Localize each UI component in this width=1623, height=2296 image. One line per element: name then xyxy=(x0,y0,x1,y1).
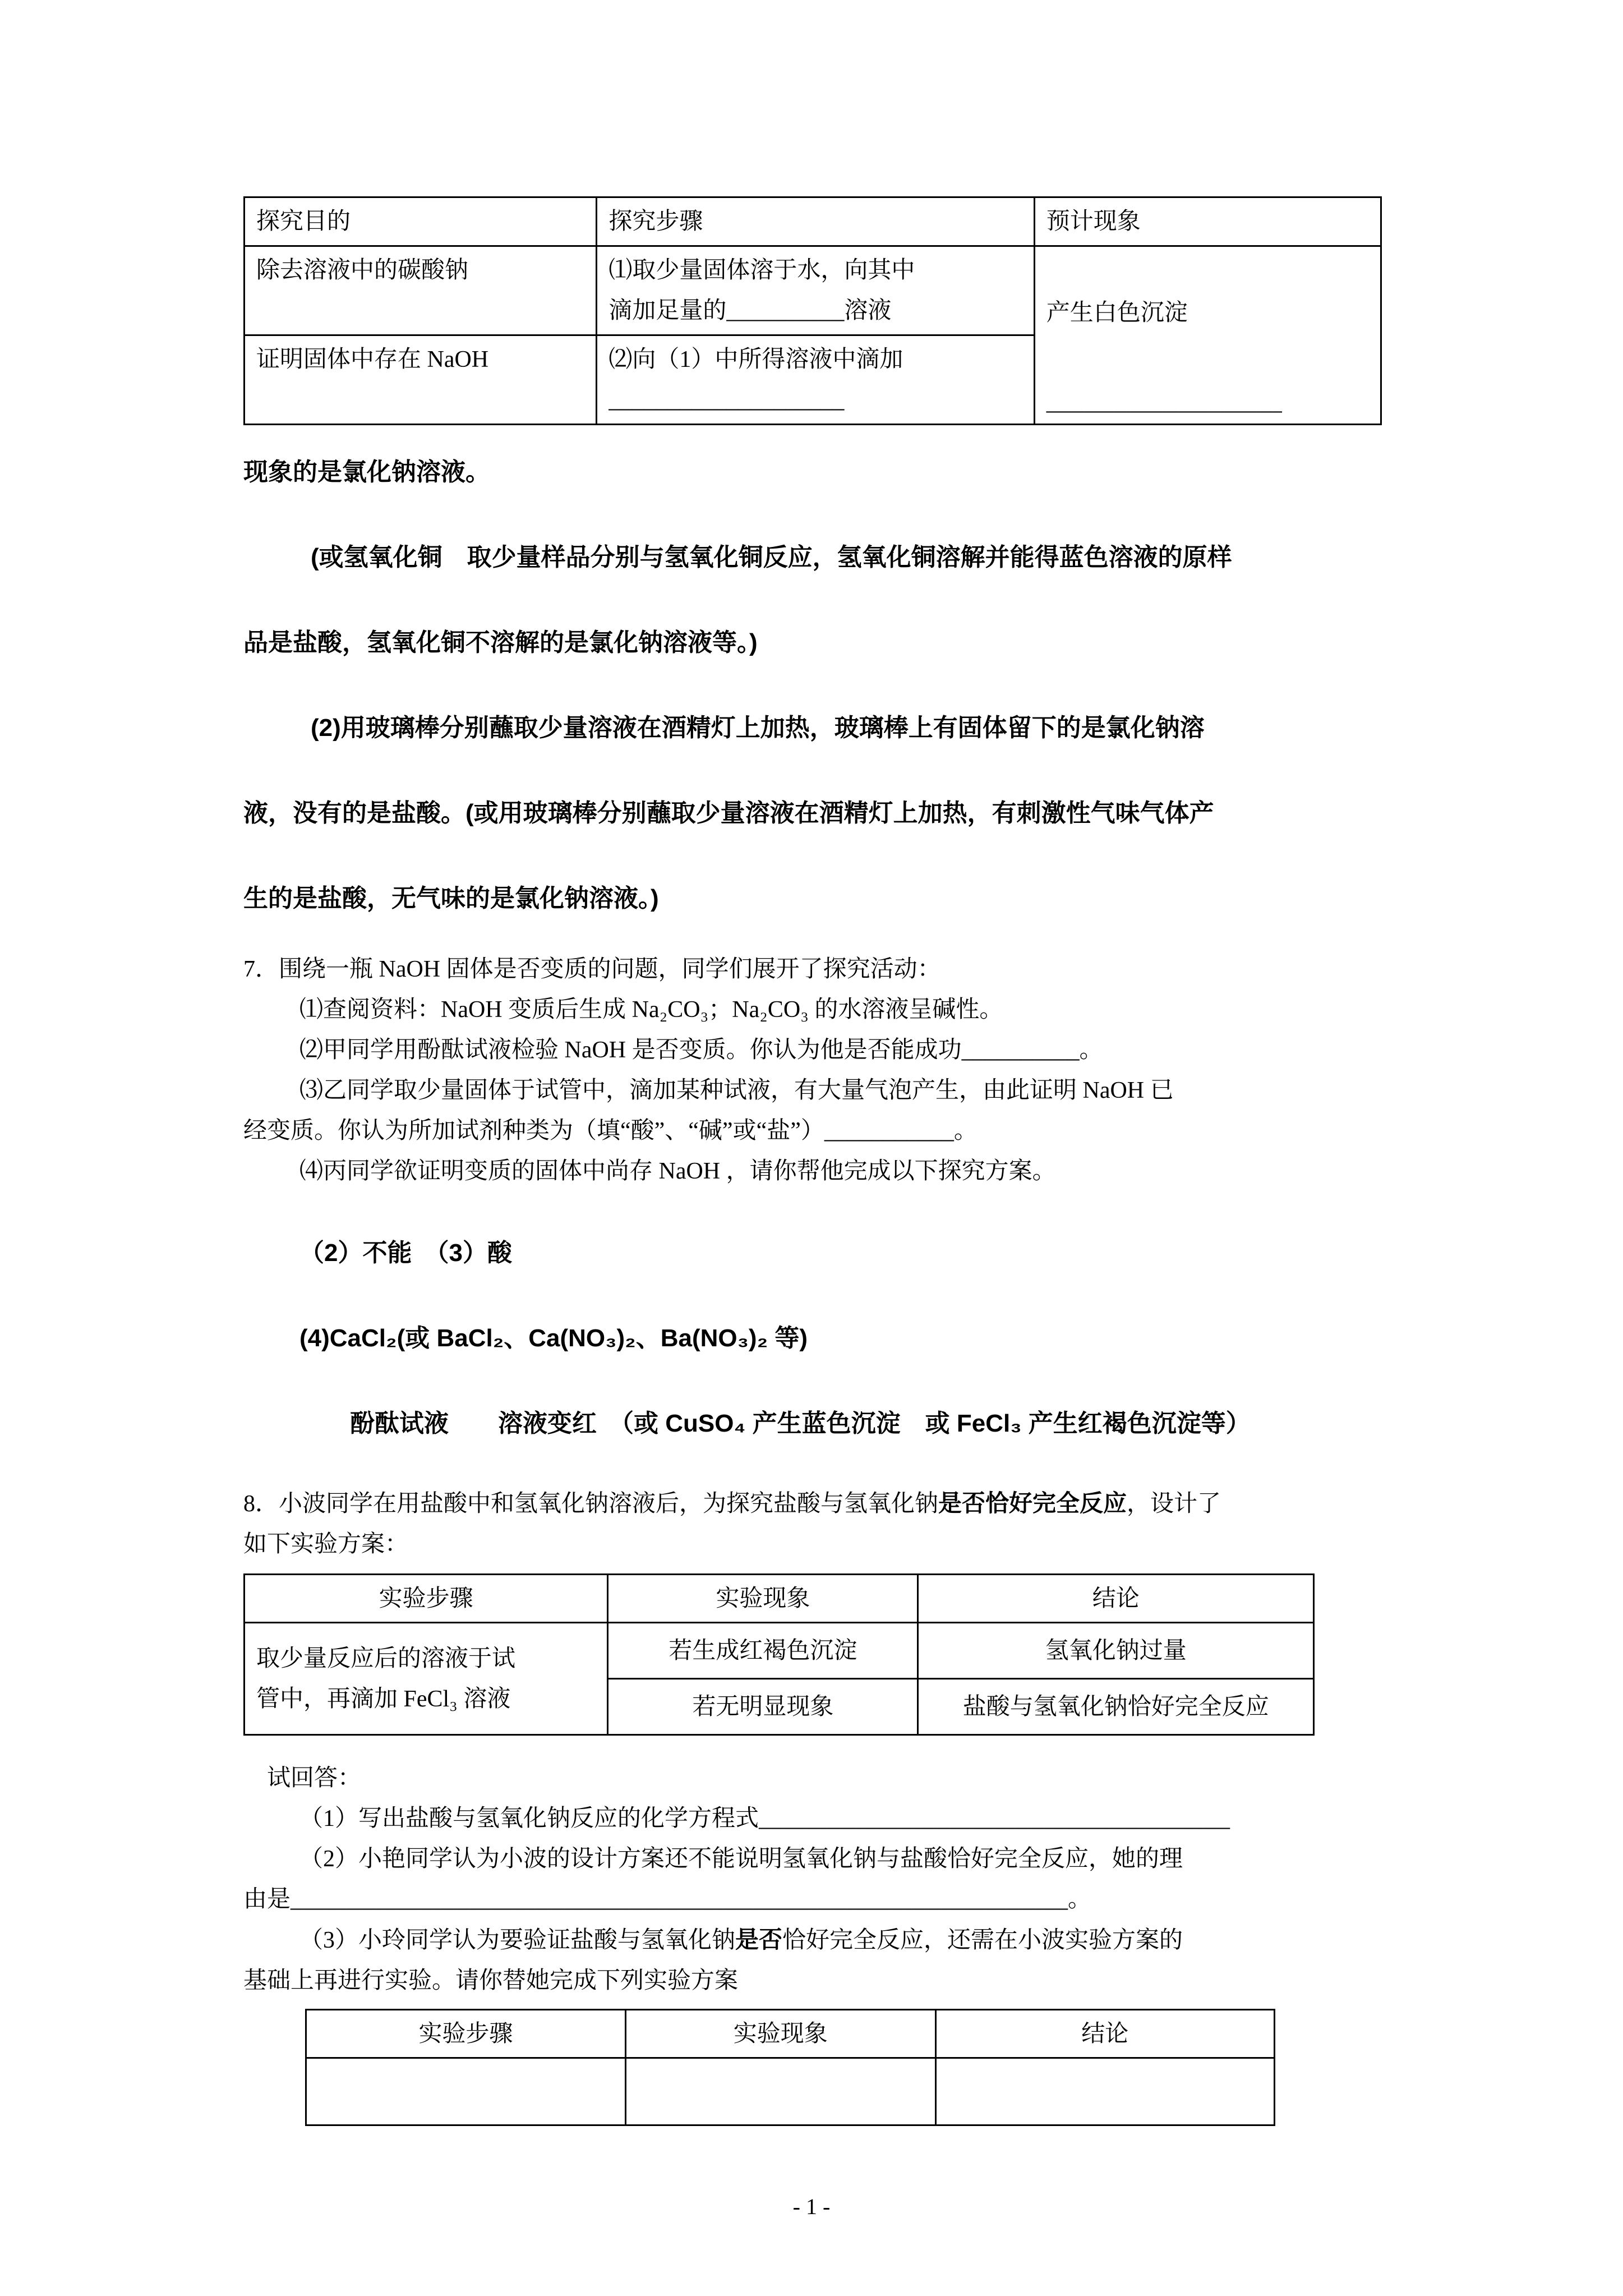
exploration-header-row xyxy=(245,197,1381,246)
followup-questions xyxy=(243,1758,1382,2001)
text-span: （3）小玲同学认为要验证盐酸与氢氧化钠 xyxy=(299,1927,736,1953)
cell-observation-1: 若生成红褐色沉淀 xyxy=(608,1623,918,1679)
followup-line: （2）小艳同学认为小波的设计方案还不能说明氢氧化钠与盐酸恰好完全反应，她的理 xyxy=(299,1846,1183,1872)
question8-line xyxy=(243,1483,1382,1524)
cell-phenomenon xyxy=(1034,246,1381,425)
cell-purpose-2: 证明固体中存在 NaOH xyxy=(245,335,597,425)
phenomenon-text: 产生白色沉淀 xyxy=(1046,300,1188,326)
blank-experiment-table xyxy=(305,2009,1275,2126)
experiment-header-row xyxy=(245,1575,1314,1623)
page-content xyxy=(243,196,1382,2126)
exploration-row-1 xyxy=(245,246,1381,335)
cell-conclusion-2: 盐酸与氢氧化钠恰好完全反应 xyxy=(918,1679,1314,1735)
page-number: - 1 - xyxy=(792,2194,831,2219)
header-observation: 实验现象 xyxy=(625,2010,935,2058)
answer-block-7 xyxy=(243,1211,1382,1466)
followup-line xyxy=(243,1920,1382,1961)
text-span: 恰好完全反应，还需在小波实验方案的 xyxy=(782,1927,1183,1953)
empty-cell xyxy=(625,2058,935,2125)
header-conclusion: 结论 xyxy=(918,1575,1314,1623)
step-line-blank: ____________________ xyxy=(608,387,845,413)
experiment-table xyxy=(243,1573,1315,1736)
question7-line: ⑷丙同学欲证明变质的固体中尚存 NaOH ，请你帮他完成以下探究方案。 xyxy=(299,1158,1056,1184)
bold-emphasis: 是否恰好完全反应 xyxy=(938,1490,1127,1516)
header-steps: 探究步骤 xyxy=(597,197,1034,246)
question-8 xyxy=(243,1483,1382,1565)
answer-line: (或氢氧化铜 取少量样品分别与氢氧化铜反应，氢氧化铜溶解并能得蓝色溶液的原样 xyxy=(311,544,1232,571)
answer-line: 生的是盐酸，无气味的是氯化钠溶液。) xyxy=(243,885,659,912)
cell-conclusion-1: 氢氧化钠过量 xyxy=(918,1623,1314,1679)
question7-line: 经变质。你认为所加试剂种类为（填“酸”、“碱”或“盐”）___________。 xyxy=(243,1118,978,1144)
blank-table-row xyxy=(306,2058,1275,2125)
step-line: ⑴取少量固体溶于水，向其中 xyxy=(608,257,915,283)
empty-cell xyxy=(935,2058,1274,2125)
followup-line: 基础上再进行实验。请你替她完成下列实验方案 xyxy=(243,1968,739,1994)
text-span: 8．小波同学在用盐酸中和氢氧化钠溶液后，为探究盐酸与氢氧化钠 xyxy=(243,1491,939,1517)
phenomenon-blank-line: ____________________ xyxy=(1046,389,1282,415)
answer-line: 酚酞试液 溶液变红 （或 CuSO₄ 产生蓝色沉淀 或 FeCl₃ 产生红褐色沉淀等） xyxy=(350,1410,1251,1437)
step-line: ⑵向（1）中所得溶液中滴加 xyxy=(608,347,903,372)
question7-line: 7．围绕一瓶 NaOH 固体是否变质的问题，同学们展开了探究活动： xyxy=(243,956,941,982)
cell-observation-2: 若无明显现象 xyxy=(608,1679,918,1735)
cell-steps-1 xyxy=(597,246,1034,335)
experiment-row-1 xyxy=(245,1623,1314,1679)
cell-step xyxy=(245,1623,608,1735)
followup-line xyxy=(243,1879,1382,1920)
answer-line: (4)CaCl₂(或 BaCl₂、Ca(NO₃)₂、Ba(NO₃)₂ 等) xyxy=(299,1324,808,1352)
answer-block-top xyxy=(243,430,1382,941)
followup-line: （1）写出盐酸与氢氧化钠反应的化学方程式________________________________________ xyxy=(299,1806,1230,1832)
step-line: 管中，再滴加 FeCl₃ 溶液 xyxy=(256,1686,511,1712)
answer-line: 液，没有的是盐酸。(或用玻璃棒分别蘸取少量溶液在酒精灯上加热，有刺激性气味气体产 xyxy=(243,799,1214,827)
header-observation: 实验现象 xyxy=(608,1575,918,1623)
question-7 xyxy=(243,949,1382,1191)
blank-line: __________________________________________________________________ xyxy=(291,1887,1068,1912)
answer-line: （2）不能 （3）酸 xyxy=(299,1239,512,1267)
header-step: 实验步骤 xyxy=(245,1575,608,1623)
header-step: 实验步骤 xyxy=(306,2010,626,2058)
text-span: ，设计了 xyxy=(1127,1491,1221,1517)
blank-table-header-row xyxy=(306,2010,1275,2058)
step-line: 取少量反应后的溶液于试 xyxy=(256,1645,516,1672)
answer-line: 现象的是氯化钠溶液。 xyxy=(243,458,490,486)
cell-steps-2 xyxy=(597,335,1034,425)
text-span: 由是 xyxy=(243,1887,291,1912)
header-conclusion: 结论 xyxy=(935,2010,1274,2058)
header-purpose: 探究目的 xyxy=(245,197,597,246)
step-line-blank: 滴加足量的__________溶液 xyxy=(608,298,892,324)
question7-line: ⑶乙同学取少量固体于试管中，滴加某种试液，有大量气泡产生，由此证明 NaOH 已 xyxy=(299,1078,1174,1103)
followup-line: 试回答： xyxy=(267,1765,362,1791)
question8-line: 如下实验方案： xyxy=(243,1531,409,1557)
cell-purpose-1: 除去溶液中的碳酸钠 xyxy=(245,246,597,335)
exploration-table xyxy=(243,196,1382,425)
question7-line: ⑴查阅资料：NaOH 变质后生成 Na₂CO₃；Na₂CO₃ 的水溶液呈碱性。 xyxy=(299,997,1003,1023)
empty-cell xyxy=(306,2058,626,2125)
answer-line: (2)用玻璃棒分别蘸取少量溶液在酒精灯上加热，玻璃棒上有固体留下的是氯化钠溶 xyxy=(311,714,1205,742)
text-span: 。 xyxy=(1068,1887,1092,1912)
answer-line: 品是盐酸，氢氧化铜不溶解的是氯化钠溶液等。) xyxy=(243,629,758,656)
bold-emphasis: 是否 xyxy=(735,1926,783,1953)
question7-line: ⑵甲同学用酚酞试液检验 NaOH 是否变质。你认为他是否能成功__________。 xyxy=(299,1037,1103,1063)
header-phenomenon: 预计现象 xyxy=(1034,197,1381,246)
